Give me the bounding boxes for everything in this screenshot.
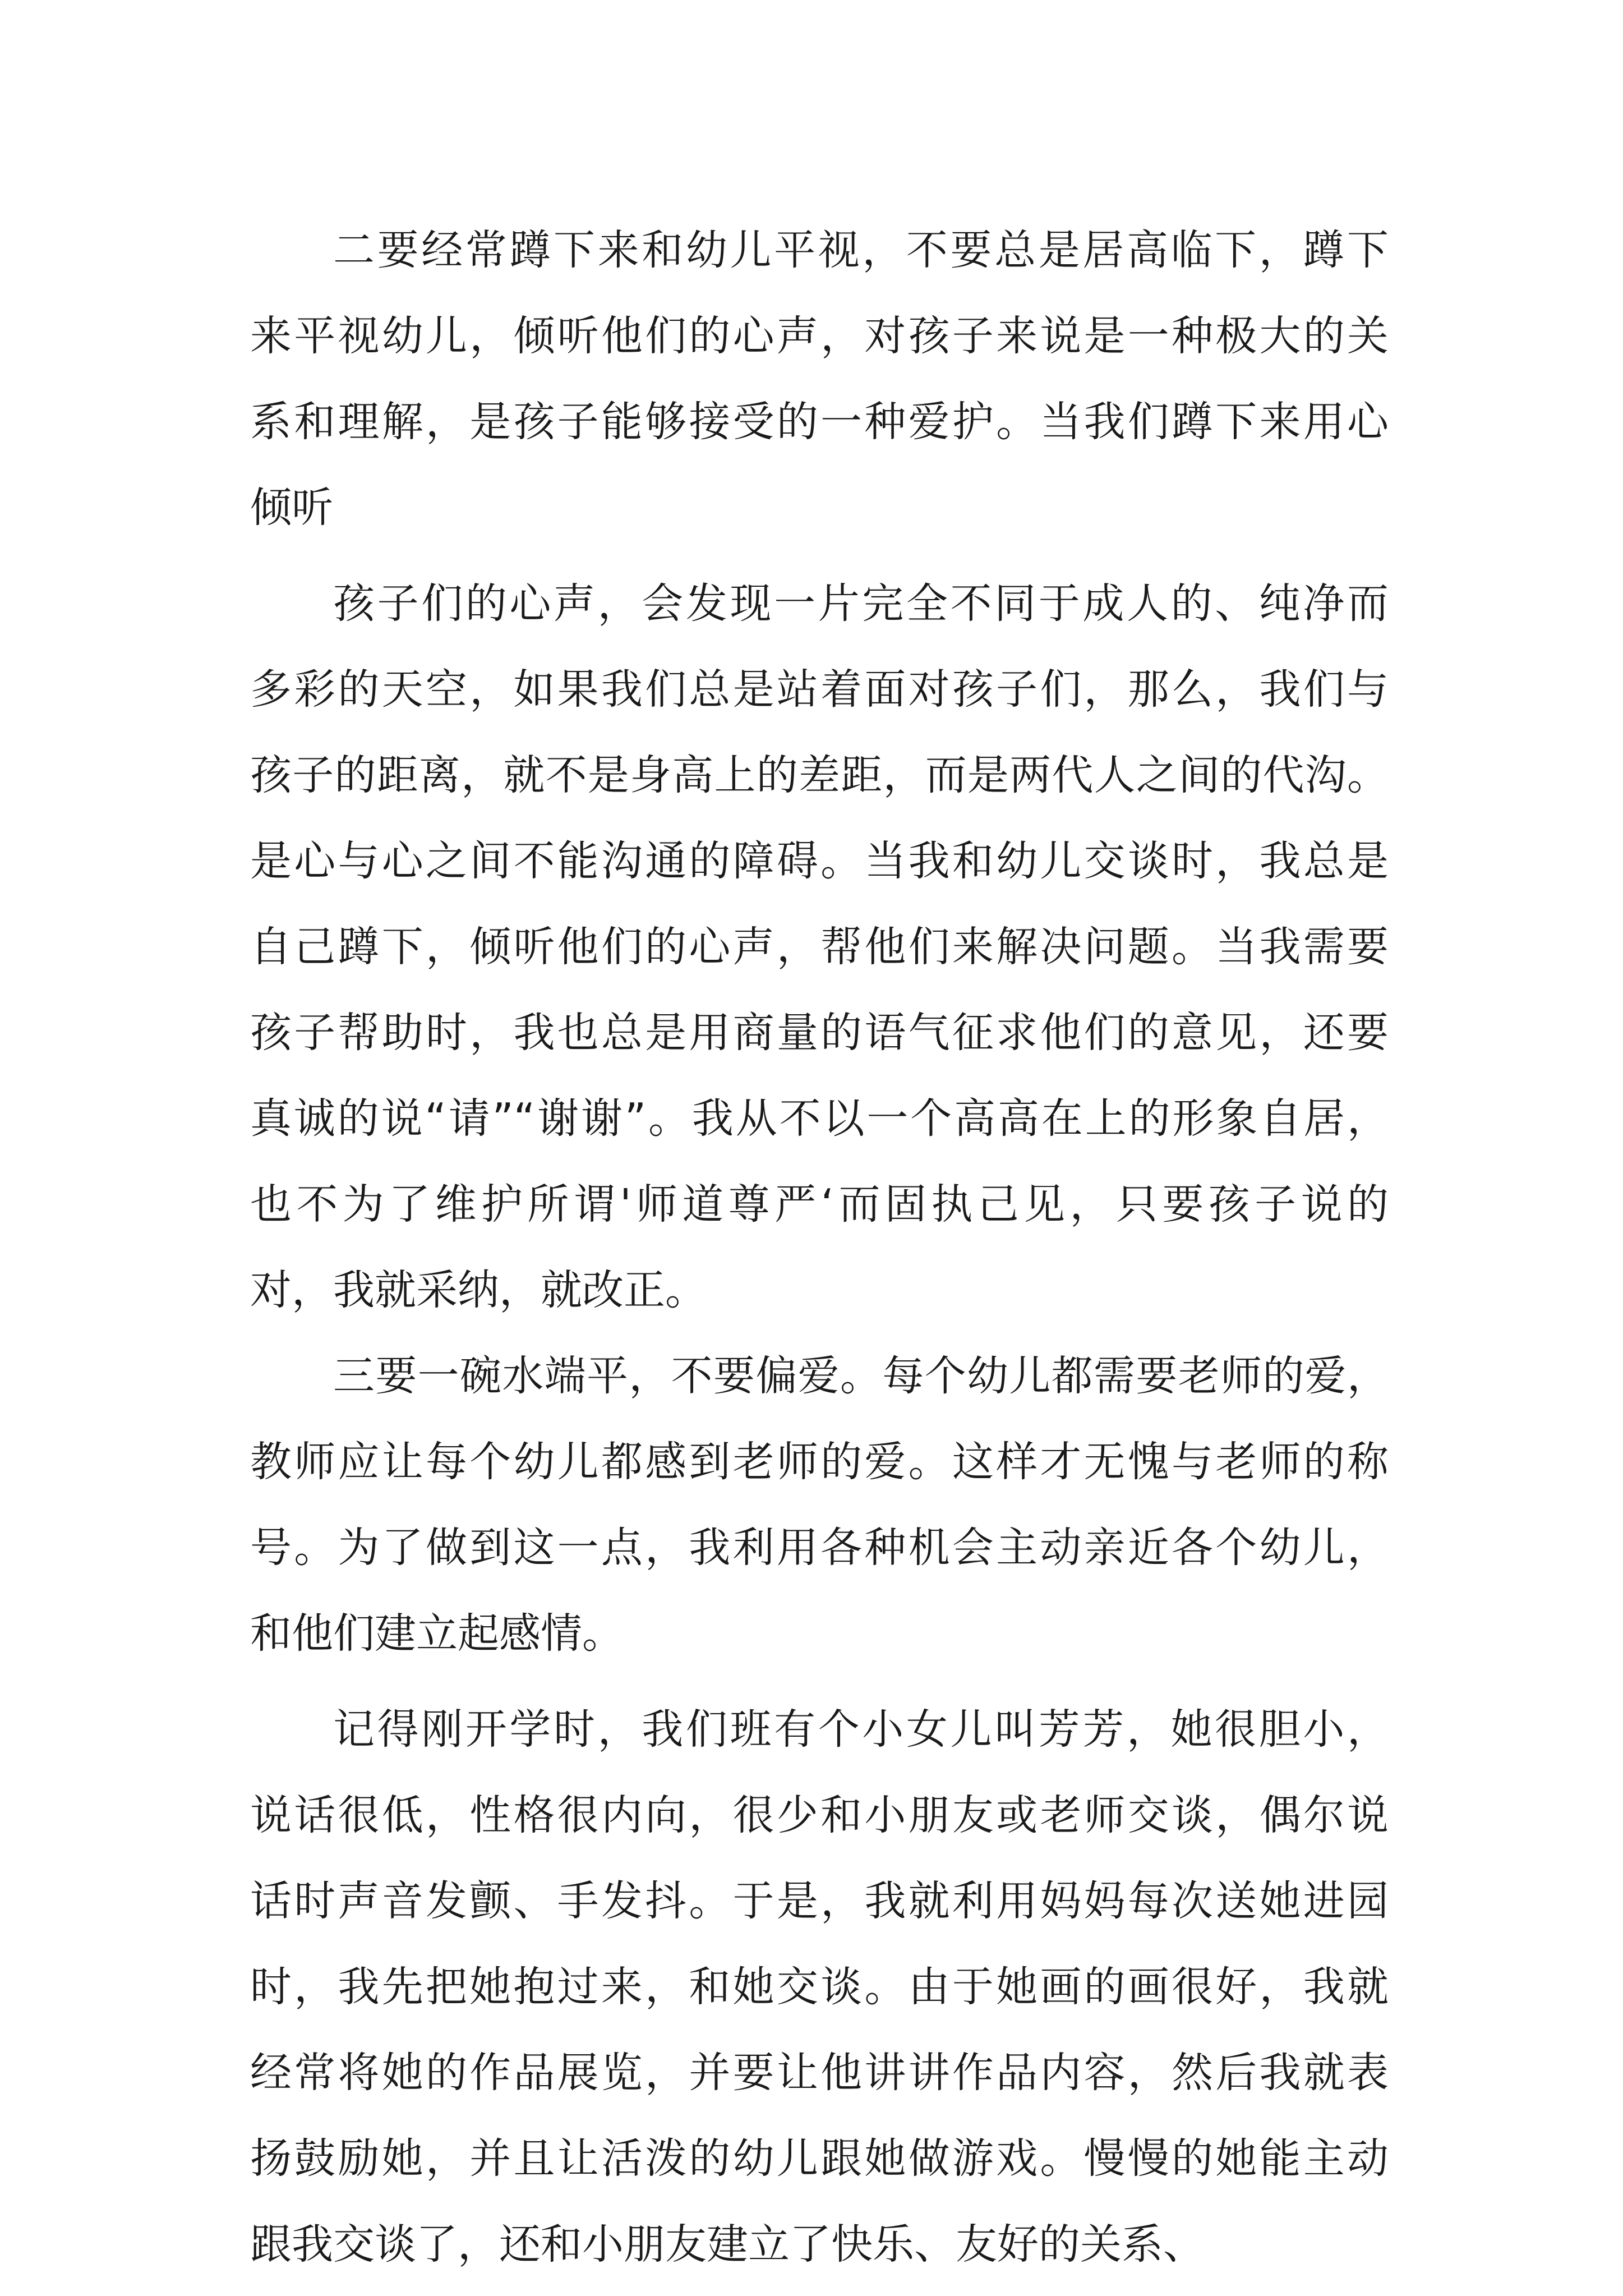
text-line: 时，我先把她抱过来，和她交谈。由于她画的画很好，我就 [250,1963,1389,2011]
text-line: 记得刚开学时，我们班有个小女儿叫芳芳，她很胆小， [333,1705,1389,1754]
text-line: 三要一碗水端平，不要偏爱。每个幼儿都需要老师的爱， [333,1352,1389,1400]
document-body [250,208,1389,2288]
text-line: 扬鼓励她，并且让活泼的幼儿跟她做游戏。慢慢的她能主动 [250,2134,1389,2183]
text-line: 号。为了做到这一点，我利用各种机会主动亲近各个幼儿， [250,1524,1389,1572]
text-line: 是心与心之间不能沟通的障碍。当我和幼儿交谈时，我总是 [250,837,1389,885]
text-line: 二要经常蹲下来和幼儿平视，不要总是居高临下，蹲下 [333,226,1389,274]
text-line: 跟我交谈了，还和小朋友建立了快乐、友好的关系、 [250,2220,1205,2269]
text-line: 和他们建立起感情。 [250,1609,624,1658]
text-line: 也不为了维护所谓'师道尊严‘而固执己见，只要孩子说的 [250,1180,1389,1228]
text-line: 经常将她的作品展览，并要让他讲讲作品内容，然后我就表 [250,2049,1389,2097]
text-line: 真诚的说“请”“谢谢”。我从不以一个高高在上的形象自居， [250,1094,1389,1143]
text-line: 孩子帮助时，我也总是用商量的语气征求他们的意见，还要 [250,1009,1389,1057]
text-line: 话时声音发颤、手发抖。于是，我就利用妈妈每次送她进园 [250,1877,1389,1925]
text-line: 孩子的距离，就不是身高上的差距，而是两代人之间的代沟。 [250,751,1389,799]
text-line: 对，我就采纳，就改正。 [250,1266,707,1314]
text-line: 教师应让每个幼儿都感到老师的爱。这样才无愧与老师的称 [250,1438,1389,1486]
text-line: 系和理解，是孩子能够接受的一种爱护。当我们蹲下来用心 [250,398,1389,446]
text-line: 孩子们的心声，会发现一片完全不同于成人的、纯净而 [333,579,1389,628]
text-line: 自己蹲下，倾听他们的心声，帮他们来解决问题。当我需要 [250,923,1389,971]
text-line: 倾听 [250,484,333,532]
text-line: 说话很低，性格很内向，很少和小朋友或老师交谈，偶尔说 [250,1791,1389,1839]
text-line: 多彩的天空，如果我们总是站着面对孩子们，那么，我们与 [250,665,1389,714]
text-line: 来平视幼儿，倾听他们的心声，对孩子来说是一种极大的关 [250,312,1389,360]
